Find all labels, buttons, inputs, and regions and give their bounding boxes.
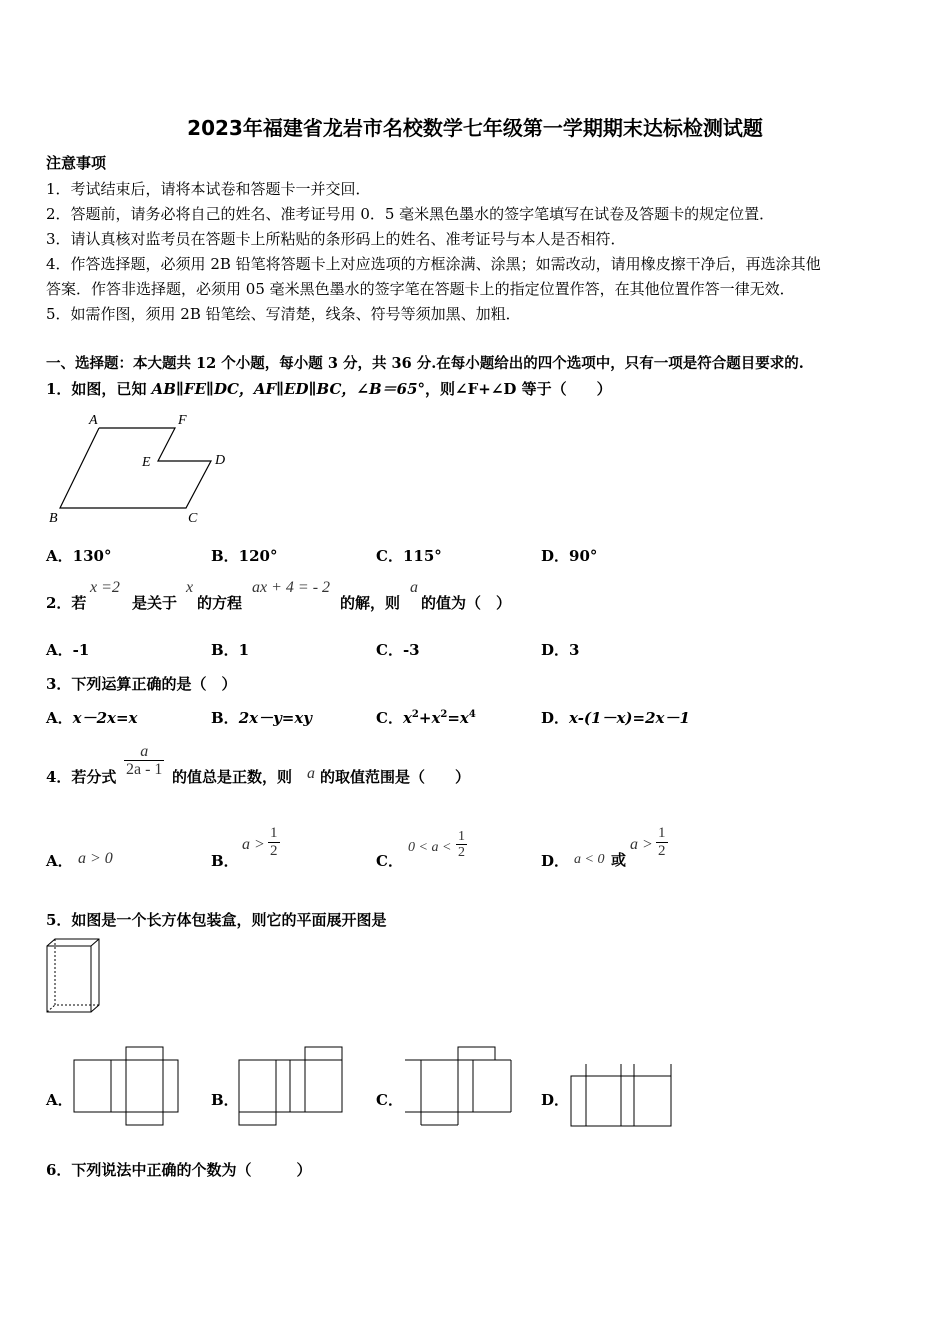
q5-net-c: [405, 1047, 511, 1125]
q5-net-b: [239, 1047, 342, 1125]
q2-math-x: x: [186, 579, 194, 596]
q2-text-3: 的方程: [197, 594, 243, 612]
q4-option-d[interactable]: [541, 850, 569, 871]
q2-text-5: 的值为（ ）: [421, 594, 512, 612]
q5-option-c[interactable]: C．: [376, 1091, 403, 1109]
q3-b-label: B．: [211, 709, 239, 727]
q1-suffix: ，则∠F+∠D 等于（ ）: [425, 380, 612, 398]
q5-net-a: [74, 1047, 178, 1125]
q1-label-e: E: [142, 455, 151, 470]
q3-d-label: D．: [541, 709, 570, 727]
q4-b-denominator: 2: [270, 843, 278, 859]
q4-text-3: 的取值范围是（ ）: [320, 768, 471, 786]
q1-label-b: B: [49, 511, 58, 526]
q4-d-denominator: 2: [658, 843, 666, 859]
q4-c-expr: 0 < a <: [408, 840, 452, 855]
q3-option-a[interactable]: [46, 707, 137, 728]
q3-option-b[interactable]: [211, 707, 312, 728]
question-5-stem: 5．如图是一个长方体包装盒，则它的平面展开图是: [46, 911, 387, 929]
notice-line-2: 2．答题前，请务必将自己的姓名、准考证号用 0．5 毫米黑色墨水的签字笔填写在试卷及答题卡的规定位置．: [46, 205, 775, 223]
q4-a-expr: a > 0: [78, 850, 113, 867]
q3-c-label: C．: [376, 709, 403, 727]
q4-fraction-numerator: a: [140, 743, 149, 760]
q2-math-x-equals-2: x =2: [90, 579, 120, 596]
question-6-stem: 6．下列说法中正确的个数为（ ）: [46, 1161, 312, 1179]
q2-math-equation: ax + 4 = - 2: [252, 579, 331, 596]
q4-d-expr-2: a >: [630, 836, 653, 853]
notice-line-6: 5．如需作图，须用 2B 铅笔绘、写清楚，线条、符号等须加黑、加粗．: [46, 305, 521, 323]
q3-b-expr: 2x－y=xy: [238, 709, 313, 727]
notice-heading: 注意事项: [46, 154, 107, 172]
q4-d-or: 或: [611, 851, 627, 869]
q4-fraction: [124, 743, 164, 778]
notice-line-5: 答案．作答非选择题，必须用 05 毫米黑色墨水的签字笔在答题卡上的指定位置作答，在其他位置作答一律无效．: [46, 280, 795, 298]
q3-c-x3: =x: [447, 709, 469, 727]
q5-option-a[interactable]: A．: [46, 1091, 73, 1109]
q1-label-d: D: [215, 453, 226, 468]
question-2-stem: 2．若: [46, 594, 87, 612]
q1-option-a[interactable]: A．130°: [46, 547, 112, 565]
q5-cuboid-box: [47, 939, 99, 1012]
question-4-stem: 4．若分式: [46, 768, 117, 786]
q4-a-label: A．: [46, 852, 73, 870]
q2-option-d[interactable]: D．3: [541, 641, 580, 659]
q3-option-d[interactable]: [541, 707, 690, 728]
q4-fraction-denominator: 2a - 1: [126, 761, 163, 778]
q3-a-expr: x－2x=x: [72, 709, 138, 727]
page-title: 2023年福建省龙岩市名校数学七年级第一学期期末达标检测试题: [187, 116, 763, 140]
q4-c-numerator: 1: [458, 829, 465, 844]
q4-option-b[interactable]: [211, 850, 239, 871]
q3-c-exp1: 2: [411, 709, 419, 720]
q1-option-d[interactable]: D．90°: [541, 547, 598, 565]
q1-option-b[interactable]: B．120°: [211, 547, 278, 565]
question-1-stem: [46, 378, 612, 399]
notice-line-3: 3．请认真核对监考员在答题卡上所粘贴的条形码上的姓名、准考证号与本人是否相符．: [46, 230, 626, 248]
notice-line-1: 1．考试结束后，请将本试卷和答题卡一并交回．: [46, 180, 371, 198]
q5-net-d: [571, 1064, 671, 1126]
q4-c-fraction: [456, 829, 467, 860]
q2-option-a[interactable]: A．-1: [46, 641, 90, 659]
q1-label-a: A: [89, 413, 98, 428]
q2-math-a: a: [410, 579, 418, 596]
q4-math-a: a: [307, 765, 315, 782]
notice-line-4: 4．作答选择题，必须用 2B 铅笔将答题卡上对应选项的方框涂满、涂黑；如需改动，请用橡皮擦干净后，再选涂其他: [46, 255, 821, 273]
q5-option-d[interactable]: D．: [541, 1091, 570, 1109]
q4-d-expr-1: a < 0: [574, 852, 605, 867]
q4-text-2: 的值总是正数，则: [172, 768, 293, 786]
q2-option-c[interactable]: C．-3: [376, 641, 420, 659]
q1-label-f: F: [178, 413, 187, 428]
q3-c-x1: x: [402, 709, 412, 727]
q2-option-b[interactable]: B．1: [211, 641, 250, 659]
q4-option-a[interactable]: [46, 850, 73, 871]
q4-option-c[interactable]: [376, 850, 403, 871]
q4-b-numerator: 1: [270, 825, 278, 841]
q3-a-label: A．: [46, 709, 73, 727]
q4-c-label: C．: [376, 852, 403, 870]
q5-option-b[interactable]: B．: [211, 1091, 239, 1109]
q1-prefix: 1．如图，已知: [46, 380, 152, 398]
q1-condition: AB∥FE∥DC，AF∥ED∥BC，∠B＝65°: [151, 380, 426, 398]
q4-d-fraction: [656, 825, 668, 860]
q3-c-x2: +x: [418, 709, 441, 727]
q1-figure-outline: [60, 428, 211, 508]
q4-b-expr: a >: [242, 836, 265, 853]
q3-option-c[interactable]: [376, 707, 476, 728]
q3-c-exp3: 4: [468, 709, 476, 720]
q4-d-numerator: 1: [658, 825, 666, 841]
q1-option-c[interactable]: C．115°: [376, 547, 442, 565]
section-heading: 一、选择题：本大题共 12 个小题，每小题 3 分，共 36 分.在每小题给出的四个选项中，只有一项是符合题目要求的.: [46, 355, 804, 372]
q4-b-label: B．: [211, 852, 239, 870]
q4-b-fraction: [268, 825, 280, 860]
q4-c-denominator: 2: [458, 845, 465, 860]
q4-d-label: D．: [541, 852, 570, 870]
q3-c-exp2: 2: [440, 709, 448, 720]
question-3-stem: 3．下列运算正确的是（ ）: [46, 675, 237, 693]
q3-d-expr: x-(1－x)=2x－1: [569, 709, 690, 727]
q2-text-2: 是关于: [132, 594, 178, 612]
q2-text-4: 的解，则: [340, 594, 401, 612]
q1-label-c: C: [188, 511, 198, 526]
